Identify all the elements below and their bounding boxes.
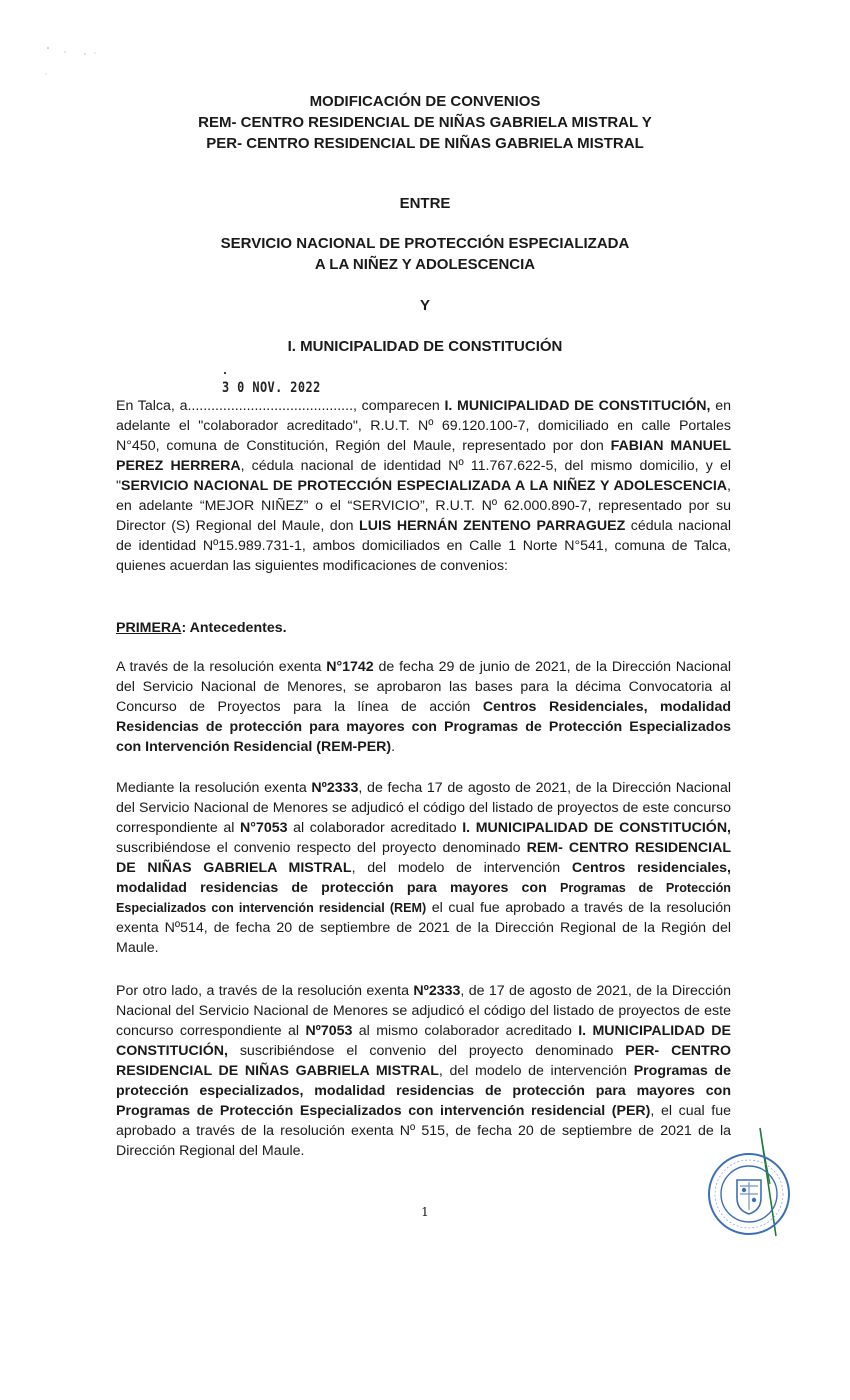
municipal-seal-icon — [704, 1124, 814, 1244]
party-one-line-2: A LA NIÑEZ Y ADOLESCENCIA — [314, 256, 536, 273]
party-one-line-1: SERVICIO NACIONAL DE PROTECCIÓN ESPECIALIZADA — [220, 235, 630, 252]
section-label: PRIMERA — [116, 620, 182, 636]
title-line-2: REM- CENTRO RESIDENCIAL DE NIÑAS GABRIELA MISTRAL Y — [198, 114, 652, 131]
party-one — [0, 233, 850, 275]
paragraph-2: Mediante la resolución exenta Nº2333, de fecha 17 de agosto de 2021, de la Dirección Nacional del Servicio Nacional de Menores se adjudicó el código del listado de proyectos de este concurso correspondiente al N°7053 al colaborador acreditado I. MUNICIPALIDAD DE CONSTITUCIÓN, suscribiéndose el convenio respecto del proyecto denominado REM- CENTRO RESIDENCIAL DE NIÑAS GABRIELA MISTRAL, del modelo de intervención Centros residenciales, modalidad residencias de protección para mayores con Programas de Protección Especializados con intervención residencial (REM) el cual fue aprobado a través de la resolución exenta Nº514, de fecha 20 de septiembre de 2021 de la Dirección Regional de la Región del Maule. — [116, 780, 732, 956]
scan-specks — [40, 40, 120, 80]
party-two: I. MUNICIPALIDAD DE CONSTITUCIÓN — [287, 338, 563, 355]
stamp-mark — [224, 372, 226, 374]
document-title — [0, 91, 850, 154]
date-stamp: 3 0 NOV. 2022 — [222, 380, 321, 396]
section-title: : Antecedentes. — [181, 620, 287, 636]
paragraph-1: A través de la resolución exenta N°1742 de fecha 29 de junio de 2021, de la Dirección Nacional del Servicio Nacional de Menores, se aprobaron las bases para la décima Convocatoria al Concurso de Proyectos para la línea de acción Centros Residenciales, modalidad Residencias de protección para mayores con Programas de Protección Especializados con Intervención Residencial (REM-PER). — [116, 659, 731, 755]
paragraph-3: Por otro lado, a través de la resolución exenta Nº2333, de 17 de agosto de 2021, de la Dirección Nacional del Servicio Nacional de Menores se adjudicó el código del listado de proyectos de este concurso correspondiente al Nº7053 al mismo colaborador acreditado I. MUNICIPALIDAD DE CONSTITUCIÓN, suscribiéndose el convenio del proyecto denominado PER- CENTRO RESIDENCIAL DE NIÑAS GABRIELA MISTRAL, del modelo de intervención Programas de protección especializados, modalidad residencias de protección para mayores con Programas de Protección Especializados con intervención residencial (PER), el cual fue aprobado a través de la resolución exenta Nº 515, de fecha 20 de septiembre de 2021 de la Dirección Regional del Maule. — [116, 983, 731, 1159]
entre-heading: ENTRE — [399, 195, 451, 212]
page-number: 1 — [421, 1205, 429, 1219]
y-heading: Y — [419, 297, 430, 314]
title-line-1: MODIFICACIÓN DE CONVENIOS — [309, 93, 541, 110]
section-heading — [116, 618, 731, 638]
intro-paragraph: En Talca, a.........................................., comparecen I. MUNICIPALIDAD DE CONSTITUCIÓN, en adelante el "colaborador acreditado", R.U.T. Nº 69.120.100-7, domiciliado en calle Portales N°450, comuna de Constitución, Región del Maule, representado por don FABIAN MANUEL PEREZ HERRERA, cédula nacional de identidad Nº 11.767.622-5, del mismo domicilio, y el "SERVICIO NACIONAL DE PROTECCIÓN ESPECIALIZADA A LA NIÑEZ Y ADOLESCENCIA, en adelante “MEJOR NIÑEZ” o el “SERVICIO”, R.U.T. Nº 62.000.890-7, representado por su Director (S) Regional del Maule, don LUIS HERNÁN ZENTENO PARRAGUEZ cédula nacional de identidad Nº15.989.731-1, ambos domiciliados en Calle 1 Norte N°541, comuna de Talca, quienes acuerdan las siguientes modificaciones de convenios: — [116, 398, 732, 574]
title-line-3: PER- CENTRO RESIDENCIAL DE NIÑAS GABRIELA MISTRAL — [206, 135, 644, 152]
